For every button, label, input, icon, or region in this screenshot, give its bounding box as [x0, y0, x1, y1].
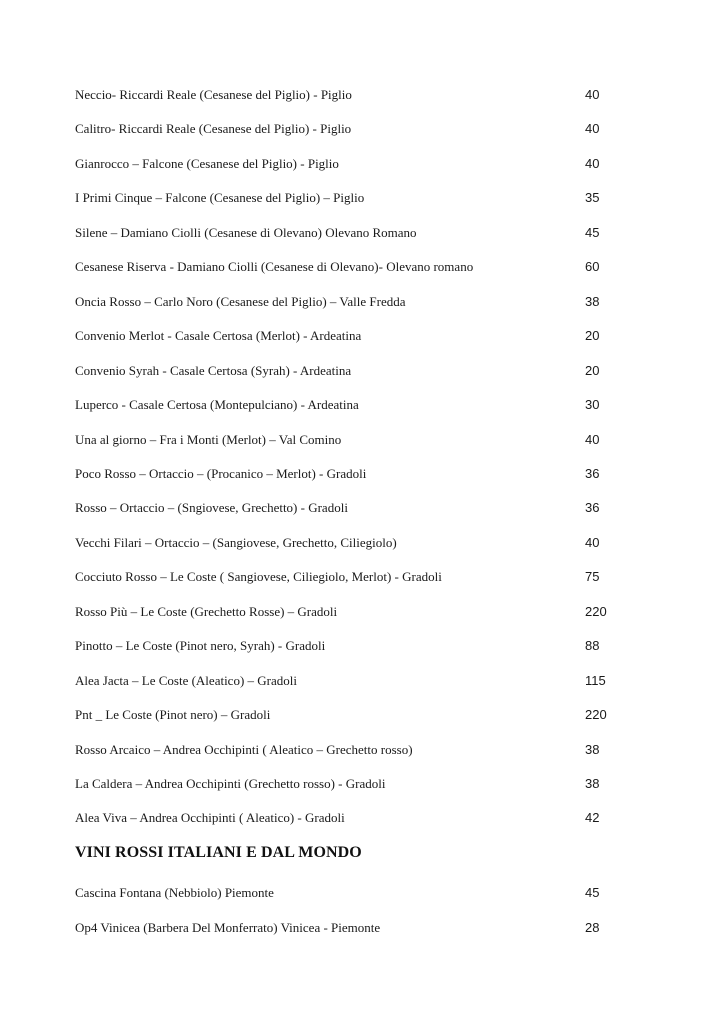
wine-name: Silene – Damiano Ciolli (Cesanese di Olevano) Olevano Romano	[75, 224, 417, 240]
wine-price: 35	[585, 190, 600, 206]
wine-row	[75, 223, 615, 243]
wine-row	[75, 361, 615, 381]
wine-name: Alea Viva – Andrea Occhipinti ( Aleatico) - Gradoli	[75, 810, 345, 826]
wine-row	[75, 918, 615, 938]
wine-price: 88	[585, 638, 600, 654]
wine-name: Alea Jacta – Le Coste (Aleatico) – Gradoli	[75, 672, 297, 688]
wine-name: La Caldera – Andrea Occhipinti (Grechetto rosso) - Gradoli	[75, 776, 386, 791]
wine-row	[75, 154, 615, 174]
wine-row	[75, 567, 615, 587]
wine-price: 38	[585, 293, 600, 309]
wine-row	[75, 533, 615, 553]
wine-name: Poco Rosso – Ortaccio – (Procanico – Merlot) - Gradoli	[75, 465, 367, 481]
wine-name: Rosso Più – Le Coste (Grechetto Rosse) – Gradoli	[75, 603, 338, 619]
wine-row	[75, 740, 615, 760]
wine-name: Cesanese Riserva - Damiano Ciolli (Cesanese di Olevano)- Olevano romano	[75, 259, 474, 275]
wine-price: 38	[585, 741, 600, 757]
wine-price: 40	[585, 534, 600, 550]
wine-name: Gianrocco – Falcone (Cesanese del Piglio) - Piglio	[75, 155, 339, 171]
wine-name: Luperco - Casale Certosa (Montepulciano) - Ardeatina	[75, 397, 359, 413]
wine-row	[75, 326, 615, 346]
wine-row	[75, 188, 615, 208]
wine-price: 38	[585, 776, 600, 791]
wine-name: Cocciuto Rosso – Le Coste ( Sangiovese, Ciliegiolo, Merlot) - Gradoli	[75, 569, 442, 585]
wine-name: Convenio Merlot - Casale Certosa (Merlot) - Ardeatina	[75, 328, 362, 344]
wine-price: 40	[585, 431, 600, 447]
wine-price: 40	[585, 155, 600, 171]
wine-price: 220	[585, 603, 607, 619]
wine-row	[75, 85, 615, 105]
wine-row	[75, 430, 615, 450]
wine-price: 60	[585, 259, 600, 275]
wine-price: 20	[585, 362, 600, 378]
wine-name: I Primi Cinque – Falcone (Cesanese del Piglio) – Piglio	[75, 190, 365, 206]
wine-row	[75, 671, 615, 691]
wine-row	[75, 774, 615, 794]
wine-row	[75, 464, 615, 484]
wine-name: Oncia Rosso – Carlo Noro (Cesanese del Piglio) – Valle Fredda	[75, 293, 406, 309]
wine-row	[75, 257, 615, 277]
wine-price: 28	[585, 919, 600, 935]
wine-price: 30	[585, 397, 600, 413]
wine-name: Pinotto – Le Coste (Pinot nero, Syrah) - Gradoli	[75, 638, 326, 654]
wine-price: 36	[585, 500, 600, 516]
wine-price: 45	[585, 885, 600, 900]
wine-name: Vecchi Filari – Ortaccio – (Sangiovese, Grechetto, Ciliegiolo)	[75, 534, 397, 550]
wine-price: 115	[585, 672, 606, 688]
wine-price: 220	[585, 707, 607, 723]
wine-name: Convenio Syrah - Casale Certosa (Syrah) - Ardeatina	[75, 362, 352, 378]
wine-price: 40	[585, 87, 600, 102]
wine-name: Pnt _ Le Coste (Pinot nero) – Gradoli	[75, 707, 271, 723]
wine-row	[75, 705, 615, 725]
wine-price: 40	[585, 121, 600, 137]
wine-name: Cascina Fontana (Nebbiolo) Piemonte	[75, 885, 274, 900]
wine-price: 20	[585, 328, 600, 344]
wine-name: Calitro- Riccardi Reale (Cesanese del Piglio) - Piglio	[75, 121, 352, 137]
wine-row	[75, 808, 615, 828]
wine-price: 45	[585, 224, 600, 240]
section-title: VINI ROSSI ITALIANI E DAL MONDO	[75, 844, 362, 861]
wine-name: Una al giorno – Fra i Monti (Merlot) – Val Comino	[75, 431, 342, 447]
wine-row	[75, 602, 615, 622]
wine-row	[75, 119, 615, 139]
wine-price: 36	[585, 465, 600, 481]
wine-price: 75	[585, 569, 600, 585]
wine-name: Rosso – Ortaccio – (Sngiovese, Grechetto) - Gradoli	[75, 500, 348, 516]
wine-row	[75, 292, 615, 312]
wine-row	[75, 395, 615, 415]
wine-name: Neccio- Riccardi Reale (Cesanese del Piglio) - Piglio	[75, 87, 352, 102]
wine-name: Op4 Vinicea (Barbera Del Monferrato) Vinicea - Piemonte	[75, 919, 381, 935]
wine-name: Rosso Arcaico – Andrea Occhipinti ( Aleatico – Grechetto rosso)	[75, 741, 413, 757]
wine-row	[75, 883, 615, 903]
wine-row	[75, 498, 615, 518]
wine-price: 42	[585, 810, 600, 826]
wine-row	[75, 636, 615, 656]
